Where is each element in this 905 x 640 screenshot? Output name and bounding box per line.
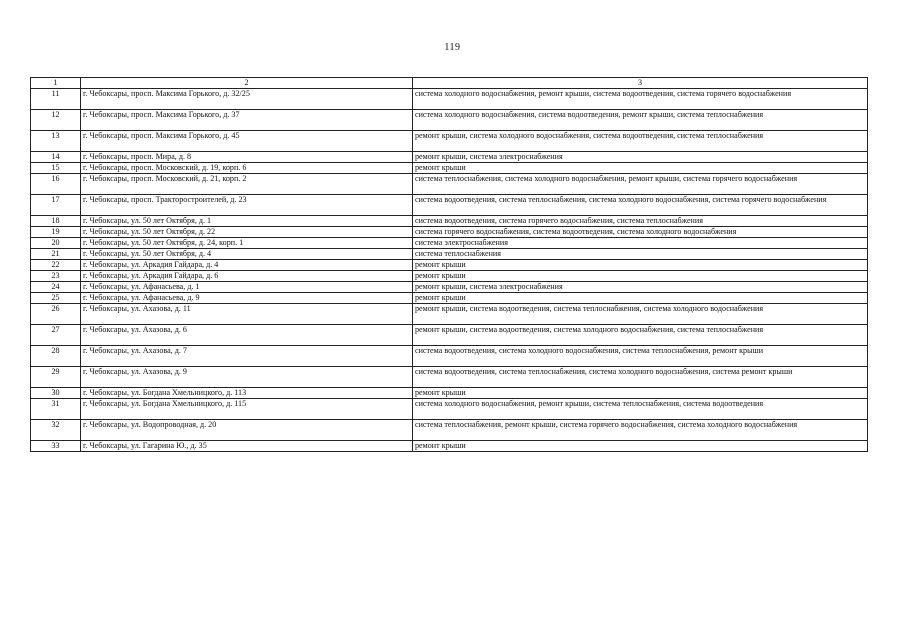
works-cell: система холодного водоснабжения, система водоотведения, ремонт крыши, система теплоснабжения — [413, 109, 868, 130]
address-cell: г. Чебоксары, просп. Максима Горького, д. 37 — [81, 109, 413, 130]
row-number: 30 — [31, 387, 81, 398]
address-cell: г. Чебоксары, просп. Максима Горького, д. 45 — [81, 130, 413, 151]
works-cell: ремонт крыши — [413, 259, 868, 270]
address-cell: г. Чебоксары, просп. Мира, д. 8 — [81, 151, 413, 162]
address-cell: г. Чебоксары, ул. 50 лет Октября, д. 1 — [81, 215, 413, 226]
row-number: 11 — [31, 88, 81, 109]
table-row — [31, 162, 868, 173]
row-number: 16 — [31, 173, 81, 194]
address-cell: г. Чебоксары, ул. Водопроводная, д. 20 — [81, 419, 413, 440]
row-number: 26 — [31, 303, 81, 324]
address-cell: г. Чебоксары, просп. Тракторостроителей, д. 23 — [81, 194, 413, 215]
row-number: 20 — [31, 237, 81, 248]
works-cell: ремонт крыши, система водоотведения, система холодного водоснабжения, система теплоснабжения — [413, 324, 868, 345]
address-cell: г. Чебоксары, ул. Аркадия Гайдара, д. 4 — [81, 259, 413, 270]
address-cell: г. Чебоксары, ул. Афанасьева, д. 1 — [81, 281, 413, 292]
row-number: 15 — [31, 162, 81, 173]
table-row — [31, 226, 868, 237]
address-cell: г. Чебоксары, ул. Афанасьева, д. 9 — [81, 292, 413, 303]
works-cell: ремонт крыши, система электроснабжения — [413, 281, 868, 292]
row-number: 22 — [31, 259, 81, 270]
table-row — [31, 270, 868, 281]
works-cell: ремонт крыши, система водоотведения, система теплоснабжения, система холодного водоснабжения — [413, 303, 868, 324]
row-number: 17 — [31, 194, 81, 215]
address-cell: г. Чебоксары, ул. Богдана Хмельницкого, д. 115 — [81, 398, 413, 419]
address-cell: г. Чебоксары, ул. Ахазова, д. 6 — [81, 324, 413, 345]
row-number: 13 — [31, 130, 81, 151]
works-cell: ремонт крыши — [413, 162, 868, 173]
row-number: 19 — [31, 226, 81, 237]
table-row — [31, 440, 868, 451]
table-row — [31, 292, 868, 303]
row-number: 25 — [31, 292, 81, 303]
row-number: 14 — [31, 151, 81, 162]
works-cell: система водоотведения, система холодного водоснабжения, система теплоснабжения, ремонт крыши — [413, 345, 868, 366]
address-cell: г. Чебоксары, ул. Аркадия Гайдара, д. 6 — [81, 270, 413, 281]
row-number: 32 — [31, 419, 81, 440]
header-col-1: 1 — [31, 78, 81, 89]
table-row — [31, 281, 868, 292]
works-cell: ремонт крыши — [413, 440, 868, 451]
row-number: 24 — [31, 281, 81, 292]
row-number: 31 — [31, 398, 81, 419]
table-row — [31, 366, 868, 387]
address-cell: г. Чебоксары, ул. Ахазова, д. 11 — [81, 303, 413, 324]
works-cell: система теплоснабжения, система холодного водоснабжения, ремонт крыши, система горячего водоснабжения — [413, 173, 868, 194]
works-cell: система холодного водоснабжения, ремонт крыши, система водоотведения, система горячего водоснабжения — [413, 88, 868, 109]
table-row — [31, 387, 868, 398]
works-cell: система теплоснабжения — [413, 248, 868, 259]
row-number: 27 — [31, 324, 81, 345]
row-number: 29 — [31, 366, 81, 387]
row-number: 18 — [31, 215, 81, 226]
header-col-2: 2 — [81, 78, 413, 89]
table-header-row — [31, 78, 868, 89]
works-cell: система теплоснабжения, ремонт крыши, система горячего водоснабжения, система холодного водоснабжения — [413, 419, 868, 440]
table-row — [31, 88, 868, 109]
address-cell: г. Чебоксары, ул. Гагарина Ю., д. 35 — [81, 440, 413, 451]
works-cell: система холодного водоснабжения, ремонт крыши, система теплоснабжения, система водоотведения — [413, 398, 868, 419]
address-cell: г. Чебоксары, просп. Максима Горького, д. 32/25 — [81, 88, 413, 109]
table-row — [31, 194, 868, 215]
works-cell: ремонт крыши — [413, 387, 868, 398]
row-number: 21 — [31, 248, 81, 259]
address-cell: г. Чебоксары, ул. 50 лет Октября, д. 24, корп. 1 — [81, 237, 413, 248]
row-number: 28 — [31, 345, 81, 366]
works-cell: ремонт крыши, система холодного водоснабжения, система водоотведения, система теплоснабжения — [413, 130, 868, 151]
table-row — [31, 303, 868, 324]
table-row — [31, 173, 868, 194]
address-cell: г. Чебоксары, ул. Ахазова, д. 9 — [81, 366, 413, 387]
table-row — [31, 215, 868, 226]
address-cell: г. Чебоксары, просп. Московский, д. 19, корп. 6 — [81, 162, 413, 173]
row-number: 23 — [31, 270, 81, 281]
page-number: 119 — [444, 42, 461, 53]
works-cell: система водоотведения, система горячего водоснабжения, система теплоснабжения — [413, 215, 868, 226]
works-cell: система горячего водоснабжения, система водоотведения, система холодного водоснабжения — [413, 226, 868, 237]
table-row — [31, 237, 868, 248]
address-cell: г. Чебоксары, ул. Богдана Хмельницкого, д. 113 — [81, 387, 413, 398]
works-cell: ремонт крыши — [413, 292, 868, 303]
address-cell: г. Чебоксары, просп. Московский, д. 21, корп. 2 — [81, 173, 413, 194]
row-number: 12 — [31, 109, 81, 130]
row-number: 33 — [31, 440, 81, 451]
address-cell: г. Чебоксары, ул. 50 лет Октября, д. 22 — [81, 226, 413, 237]
table-row — [31, 324, 868, 345]
table-row — [31, 345, 868, 366]
header-col-3: 3 — [413, 78, 868, 89]
works-cell: система электроснабжения — [413, 237, 868, 248]
table-row — [31, 259, 868, 270]
address-cell: г. Чебоксары, ул. 50 лет Октября, д. 4 — [81, 248, 413, 259]
address-works-table — [30, 77, 868, 452]
works-cell: система водоотведения, система теплоснабжения, система холодного водоснабжения, система ремонт крыши — [413, 366, 868, 387]
table-row — [31, 248, 868, 259]
table-row — [31, 151, 868, 162]
table-row — [31, 130, 868, 151]
table-row — [31, 109, 868, 130]
table-body — [31, 78, 868, 452]
table-row — [31, 398, 868, 419]
address-cell: г. Чебоксары, ул. Ахазова, д. 7 — [81, 345, 413, 366]
works-cell: система водоотведения, система теплоснабжения, система холодного водоснабжения, система горячего водоснабжения — [413, 194, 868, 215]
table-row — [31, 419, 868, 440]
works-cell: ремонт крыши, система электроснабжения — [413, 151, 868, 162]
works-cell: ремонт крыши — [413, 270, 868, 281]
